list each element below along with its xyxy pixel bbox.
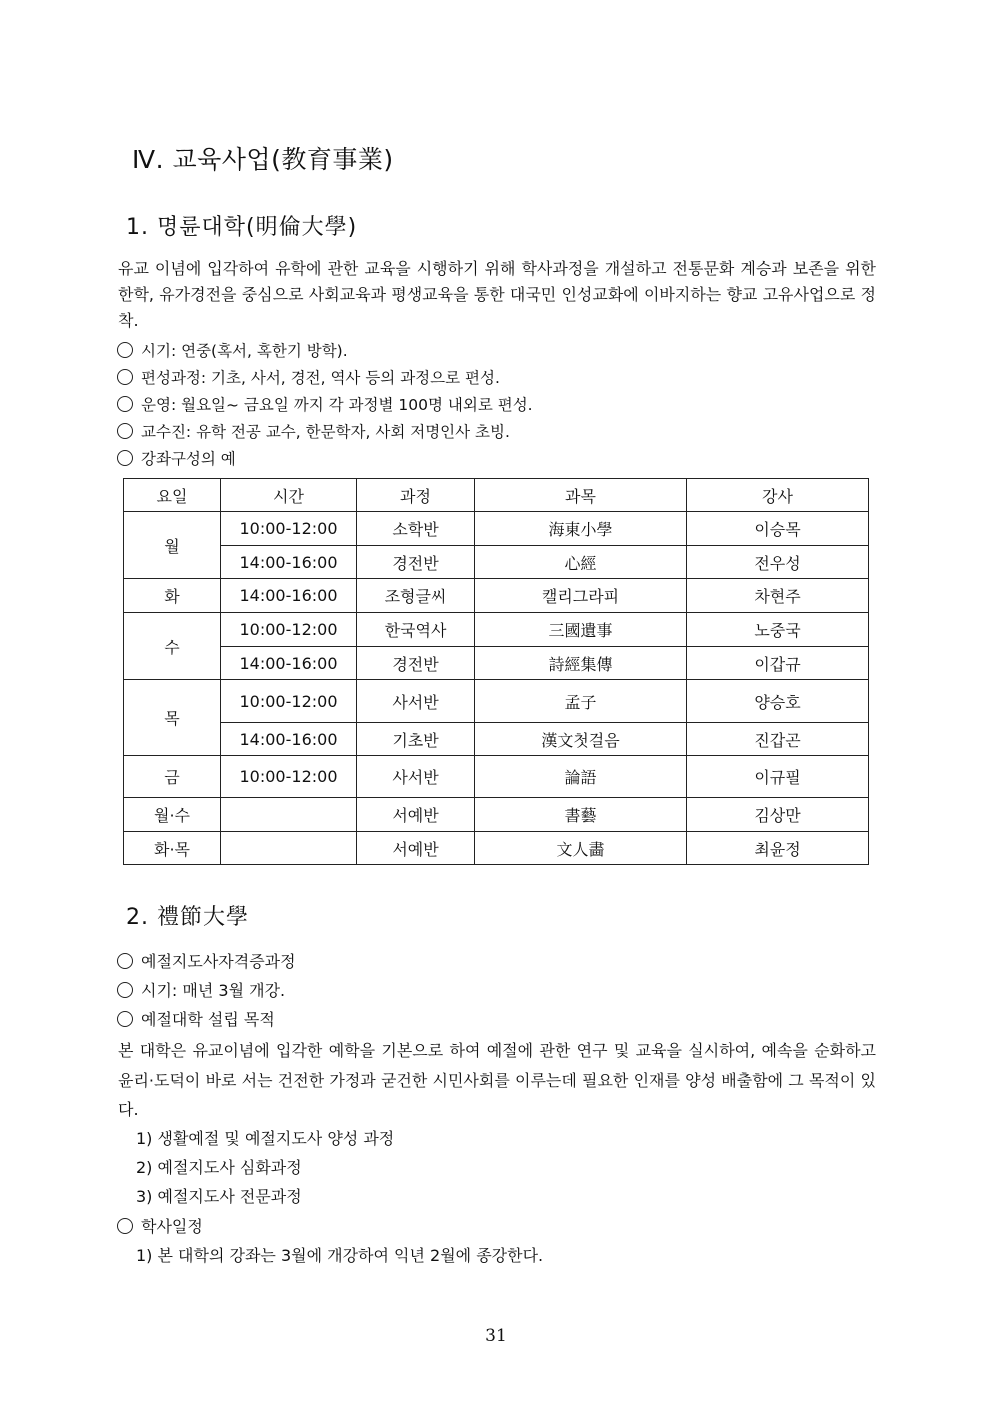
table-row	[124, 680, 869, 723]
table-row	[124, 613, 869, 647]
course-cell: 사서반	[357, 756, 475, 798]
course-cell: 서예반	[357, 798, 475, 832]
subject-cell: 書藝	[475, 798, 687, 832]
bullet-item: 예절지도사자격증과정	[117, 947, 296, 976]
bullet-item: 강좌구성의 예	[117, 446, 533, 473]
section-title-yejeol: 2. 禮節大學	[126, 905, 249, 930]
time-cell: 10:00-12:00	[221, 613, 357, 647]
table-row	[124, 723, 869, 756]
section1-intro: 유교 이념에 입각하여 유학에 관한 교육을 시행하기 위해 학사과정을 개설하고 전통문화 계승과 보존을 위한 한학, 유가경전을 중심으로 사회교육과 평생교육을 통한 대국민 인성교화에 이바지하는 향교 고유사업으로 정착.	[118, 259, 876, 330]
day-cell: 화·목	[124, 832, 221, 865]
section1-bullet-list	[117, 338, 533, 473]
teacher-cell: 차현주	[687, 579, 869, 613]
subject-cell: 海東小學	[475, 512, 687, 546]
bullet-item: 시기: 연중(혹서, 혹한기 방학).	[117, 338, 533, 365]
list-item: 1) 본 대학의 강좌는 3월에 개강하여 익년 2월에 종강한다.	[136, 1246, 544, 1265]
teacher-cell: 양승호	[687, 680, 869, 723]
teacher-cell: 전우성	[687, 546, 869, 579]
circle-bullet-icon	[117, 982, 133, 998]
subject-cell: 漢文첫걸음	[475, 723, 687, 756]
lecture-schedule-table	[123, 478, 869, 865]
chapter-title: Ⅳ. 교육사업(教育事業)	[132, 145, 394, 174]
column-header: 요일	[124, 479, 221, 512]
teacher-cell: 김상만	[687, 798, 869, 832]
table-row	[124, 756, 869, 798]
day-cell: 금	[124, 756, 221, 798]
bullet-item: 교수진: 유학 전공 교수, 한문학자, 사회 저명인사 초빙.	[117, 419, 533, 446]
teacher-cell: 이승목	[687, 512, 869, 546]
list-item: 2) 예절지도사 심화과정	[136, 1158, 302, 1177]
column-header: 시간	[221, 479, 357, 512]
time-cell: 14:00-16:00	[221, 723, 357, 756]
time-cell: 14:00-16:00	[221, 579, 357, 613]
teacher-cell: 최윤정	[687, 832, 869, 865]
section2-schedule-bullet	[117, 1212, 203, 1241]
course-cell: 조형글씨	[357, 579, 475, 613]
bullet-item: 운영: 월요일~ 금요일 까지 각 과정별 100명 내외로 편성.	[117, 392, 533, 419]
list-item: 1) 생활예절 및 예절지도사 양성 과정	[136, 1129, 395, 1148]
bullet-item: 학사일정	[117, 1212, 203, 1241]
day-cell: 수	[124, 613, 221, 680]
day-cell: 월	[124, 512, 221, 579]
teacher-cell: 이규필	[687, 756, 869, 798]
subject-cell: 論語	[475, 756, 687, 798]
table-header-row	[124, 479, 869, 512]
section-title-myeongnyun: 1. 명륜대학(明倫大學)	[126, 215, 358, 240]
subject-cell: 詩經集傳	[475, 647, 687, 680]
time-cell: 14:00-16:00	[221, 647, 357, 680]
page-number: 31	[485, 1326, 507, 1346]
section2-purpose: 본 대학은 유교이념에 입각한 예학을 기본으로 하여 예절에 관한 연구 및 교육을 실시하여, 예속을 순화하고 윤리·도덕이 바로 서는 건전한 가정과 굳건한 시민사회를 이루는데 필요한 인재를 양성 배출함에 그 목적이 있다.	[118, 1041, 876, 1119]
time-cell	[221, 832, 357, 865]
course-cell: 사서반	[357, 680, 475, 723]
list-item: 3) 예절지도사 전문과정	[136, 1187, 302, 1206]
circle-bullet-icon	[117, 369, 133, 385]
circle-bullet-icon	[117, 342, 133, 358]
course-cell: 기초반	[357, 723, 475, 756]
section2-bullet-list	[117, 947, 296, 1034]
schedule-list	[136, 1241, 543, 1270]
circle-bullet-icon	[117, 1218, 133, 1234]
table-row	[124, 798, 869, 832]
circle-bullet-icon	[117, 953, 133, 969]
table-row	[124, 512, 869, 546]
day-cell: 목	[124, 680, 221, 756]
table-row	[124, 546, 869, 579]
column-header: 과목	[475, 479, 687, 512]
circle-bullet-icon	[117, 450, 133, 466]
teacher-cell: 노중국	[687, 613, 869, 647]
time-cell	[221, 798, 357, 832]
time-cell: 14:00-16:00	[221, 546, 357, 579]
bullet-item: 편성과정: 기초, 사서, 경전, 역사 등의 과정으로 편성.	[117, 365, 533, 392]
course-cell: 소학반	[357, 512, 475, 546]
course-cell: 경전반	[357, 647, 475, 680]
table-row	[124, 832, 869, 865]
time-cell: 10:00-12:00	[221, 756, 357, 798]
column-header: 강사	[687, 479, 869, 512]
teacher-cell: 이갑규	[687, 647, 869, 680]
bullet-item: 시기: 매년 3월 개강.	[117, 976, 296, 1005]
subject-cell: 心經	[475, 546, 687, 579]
circle-bullet-icon	[117, 423, 133, 439]
subject-cell: 캘리그라피	[475, 579, 687, 613]
table-row	[124, 647, 869, 680]
course-cell: 한국역사	[357, 613, 475, 647]
bullet-item: 예절대학 설립 목적	[117, 1005, 296, 1034]
subject-cell: 三國遺事	[475, 613, 687, 647]
day-cell: 화	[124, 579, 221, 613]
subject-cell: 文人畵	[475, 832, 687, 865]
circle-bullet-icon	[117, 1011, 133, 1027]
day-cell: 월·수	[124, 798, 221, 832]
course-cell: 서예반	[357, 832, 475, 865]
circle-bullet-icon	[117, 396, 133, 412]
time-cell: 10:00-12:00	[221, 680, 357, 723]
teacher-cell: 진갑곤	[687, 723, 869, 756]
subject-cell: 孟子	[475, 680, 687, 723]
table-row	[124, 579, 869, 613]
course-cell: 경전반	[357, 546, 475, 579]
course-list	[136, 1124, 394, 1211]
column-header: 과정	[357, 479, 475, 512]
time-cell: 10:00-12:00	[221, 512, 357, 546]
